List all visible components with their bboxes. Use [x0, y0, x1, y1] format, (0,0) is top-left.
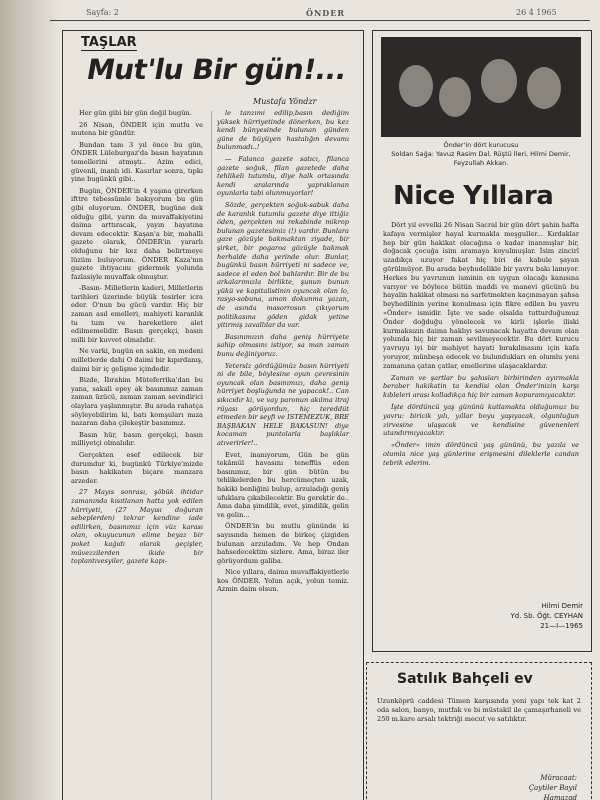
paragraph: Evet, inanıyorum, Gün be gün tekâmül havasını teneffüs eden basınımız, bir gün bütün bu tehlikelerden bu hercümeçten uzak, hakiki benliğini bulup, arzuladığı geniş ufuklara çıkabilecektir. Bu gerektir de.. Ama daha şimdilik, evet, şimdilik, gelin ve gelin... — [217, 450, 349, 519]
paragraph: Nice yıllara, daima muvaffakiyetlerle kos ÖNDER. Yolun açık, yolun temiz. Azmin daim olsun. — [217, 568, 349, 594]
paragraph: «Önder» imin dördüncü yaş gününü, bu yazıla ve olumla nice yaş günlerine erişmesini dileklerle candan tebrik ederim. — [383, 441, 579, 467]
ad-contact — [457, 773, 577, 800]
page-number: Sayfa: 2 — [86, 8, 119, 17]
paragraph: Basınımızın daha geniş hürriyete sahip olmasını istiyor, sa man zaman bunu değiniyoruz. — [217, 332, 349, 359]
article-column-2 — [217, 109, 349, 597]
ad-text-body: Uzunköprü caddesi Tümen karşısında yeni yapı tek kat 2 oda salon, banyo, mutfak ve bi müstakil ile çamaşırhaneli ve 250 m.kare arsalı tektriği mecut ve satılıktır. — [377, 697, 581, 723]
issue-date: 26 4 1965 — [516, 8, 557, 17]
face — [399, 65, 433, 107]
ad-text — [377, 697, 581, 724]
paragraph: Gerçekten esef edilecek bir durumdur ki, bugünkü Türkiye'mizde basın hakikaten biçare manzara arzeder. — [71, 450, 203, 485]
article-kicker: TAŞLAR — [81, 35, 137, 50]
paragraph: -Basın- Milletlerin kaderi, Milletlerin tarihleri üzerinde büyük tesirler icra eder. O'nun bu gücü vardır. Hiç bir zaman asıl emelleri, mahiyeti karanlık tu tum ve hareketlere alet edilmemelidir. Basın gerçekçi, basın milli bir kuvvet olmalıdır. — [71, 284, 203, 344]
nice-yillara-box — [372, 30, 592, 652]
paragraph: 26 Nisan, ÖNDER için mutlu ve mutena bir gündür. — [71, 120, 203, 138]
paragraph: Bugün, ÖNDER'in 4 yaşına girerken ifttre tebessümle bakıyorum bu gün gibi oluyorum. ÖNDER, bugüne dek olduğu gibi, yarın da muvaffakiyetini daima arttıracak, yayın hayatına devam edecektir. Kaşan'a bir, mahalli gazete olarak, ÖNDER'in yararlı olduğunu bir kez daha belirtmeye lüzüm buluyorum. ÖNDER Kaza'nın gazete ihtiyacını gidermek yolunda fazlasiyle muvaffak olmuştur. — [71, 186, 203, 281]
ad-contact-line: Çaytiler Bayıl — [528, 784, 577, 792]
signer-title: Yd. Sb. Öğt. CEYHAN — [510, 612, 583, 620]
paragraph: Bizde, İbrahim Müteferrika'dan bu yana, sakali epey ak basınımız zaman zaman üzücü, zaman zaman sevindirici olaylara yaşlanmıştır. Bu arada rahatça söyleyebilirim ki, batı komşuları mıza nazaran daha çilekeştir basınımız. — [71, 376, 203, 428]
photo-caption: Önder'in dört kurucusu Soldan Sağa: Yavuz Rasim Dal, Rüştü İleri, Hilmi Demir, Feyzullah Akkan. — [391, 141, 571, 167]
paragraph: Ne varki, bugün en sakin, en medeni milletlerde dahi O daimi bir kıpırdanış, daimi bir iç gelişme içindedir. — [71, 347, 203, 373]
paragraph: Bundan tam 3 yıl önce bu gün, ÖNDER Lüleburgaz'da basın hayatının temellerini atmıştı.. Azim edici, güvenli, inanlı idi. Kasırlar sonra, tıpkı yine bugünkü gibi.. — [71, 140, 203, 184]
article-mutlu-bir-gun — [62, 30, 364, 800]
ad-contact-line: Müracaat: — [540, 774, 577, 782]
nice-yillara-text — [383, 221, 579, 471]
masthead-name: ÖNDER — [306, 8, 345, 18]
paragraph: Sözde, gerçekten soğuk-sabuk daha de karanlık tutumlu gazete diye ittiğiz öden, gerçekten mi rekabinde mikrop bulunan gazetesimiz (!) vardır. Bunlara gaze gözüyle bakmaktan ziyade, bir şirket, bir pogaroa gözüyle bakmak herhalde daha yerinde olur. Bunlar, bugünkü basın hürriyeti ni sadece ve, sadece el eden bol bahlardır. Bir de bu arkalarımızla birlikte, şunun bunun yükü ve kapitalistinin oyuncak olan lo, rasyo-sobuna, amon dokunma yazan, de asında masorrosun çıkıyorum politikasına göden gidak yetine yitirmiş zavallılar da var. — [217, 200, 349, 330]
paragraph: Her gün gibi bir gün değil bugün. — [79, 109, 192, 117]
paragraph: Dört yıl evvelki 26 Nisan Sacral bir gün dört şahin hafta kafaya vermişler hayal kurmakla meşguller... Kırdaklar hep bir gün hakikat olacağına o kadar inanmışlar bir, doğacak çocuğa isim aramaya koyulmuşlar. İsim zincirî uzadıkça uzuyor fakat hiç biri de kabule şayan görülmüyor. Bu arada beyhudelikle bir yavru bakı lamıyor. Herkes bu yavrunun isminin en uygun olacağı kanısına varıyor ve böylece bütün maddi ve manevi gücünü bu hayalin hakikat olması na sarfetmekten kaçınmayan şahsa beyhedilinin yerine konulması için fikre edilen bu yavru «Önder» ismidir. İşte ve sade olsalda tutturduğumuz Önder doğduğu yönelecek ve kirli işlerle iliski kurmaksızın daima haklıyı savunacak hayatta devam olan yolunda hiç bir zaman sevilmeyecektir. Bu dört kurucu yavruyu iyi bir mahiyet hayati bırakılmasını için kafa yoruyor, münbeşa edecek ve bulundukları en olumlu yeni zamanına çatan çatlar, emellerine ulaşacaklardır. — [383, 221, 579, 370]
paragraph: Basın hür, basın gerçekçi, basın milliyetçi olmalıdır. — [71, 430, 203, 448]
face — [527, 67, 561, 109]
signer-name: Hilmi Demir — [541, 602, 583, 610]
ad-contact-line: Hamazad — [543, 794, 577, 800]
paragraph: 27 Mayıs sonrası, şöbük ihtidar zamanında kısıtlanan hatta yok edilen hürriyeti, (27 Mayısı doğuran sebeplerden) tekrar kendine iade edilirken, basınımız için vüz karası olan, okuyucunun elime beyaz bir poket kağıdı olarak geçişler, müvezzilerden ikide bir toplantıvesyiler, gazete kapı- — [71, 488, 203, 566]
page-header — [56, 6, 576, 20]
ad-title: Satılık Bahçeli ev — [397, 671, 533, 687]
nice-yillara-title: Nice Yıllara — [393, 181, 554, 211]
paragraph: — Falanca gazete satıcı, filanca gazete soğuk, filan gazetede daha tehlikeli tutumlu, diye halk ortasında kendi aralarında yapraklanan oyunlarla tabi olunmuyorlar! — [217, 154, 349, 198]
column-divider — [211, 111, 212, 800]
article-column-1 — [71, 109, 203, 569]
page-shadow — [0, 0, 60, 800]
face — [481, 59, 517, 103]
paragraph: İşte dördüncü yaş gününü kutlamakta olduğumuz bu yavru: biricik yılı, yıllar boyu yaşıyacak, olgunluğun zirvesine ulaşacak ve kendisine güvenenleri utandırmıyacaktır. — [383, 402, 579, 438]
paragraph: Yeterslz gördüğümüz basın hürriyeti ni de bile, böylesine oyun çevresinin oyuncak olan basınımızı, daha geniş hürriyet boşluğunda ne yapacak!.. Can sıkıcıdır ki, ve vay paronun akılma itraj rüyası görüyordun, hiç tereddüt etmeden bir seyfi ve ISTEMEZUK, BRE BAŞBAKAN HELE BAKASUN! diye kocaman puntolarla başlıklar atıverirler!.. — [217, 361, 349, 447]
signature-block — [443, 601, 583, 631]
article-byline: Mustafa Yöndzr — [253, 97, 317, 106]
paragraph: Zaman ve şartlar bu şahısları birbirinden ayırmakla beraber hakikatin ta kendisi olan Önder'inizin karşı kıbleleri arası kolladıkça hiç bir zaman kopuramıyacaktır. — [383, 373, 579, 400]
article-headline: Mut'lu Bir gün!... — [84, 53, 350, 86]
signed-date: 21—I—1965 — [540, 622, 583, 630]
paragraph: ÖNDER'in bu mutlu gününde ki sayısında hemen de birkeç çizgiden bulunan arzuladım. Ve hep Ondan bahsedecektim sizlere. Ama, biraz iler görüyordum galiba. — [217, 522, 349, 565]
classified-ad — [366, 662, 592, 800]
founders-photo — [381, 37, 581, 137]
paragraph: le tanzımi edilip,basın dediğim yüksek hürriyetinde dönerken, bu kez kendi bünyesinde bulunan günden güne de büyüyen hastalığın devamı bulunmadı..! — [217, 109, 349, 152]
header-rule — [50, 20, 590, 21]
face — [439, 77, 471, 117]
